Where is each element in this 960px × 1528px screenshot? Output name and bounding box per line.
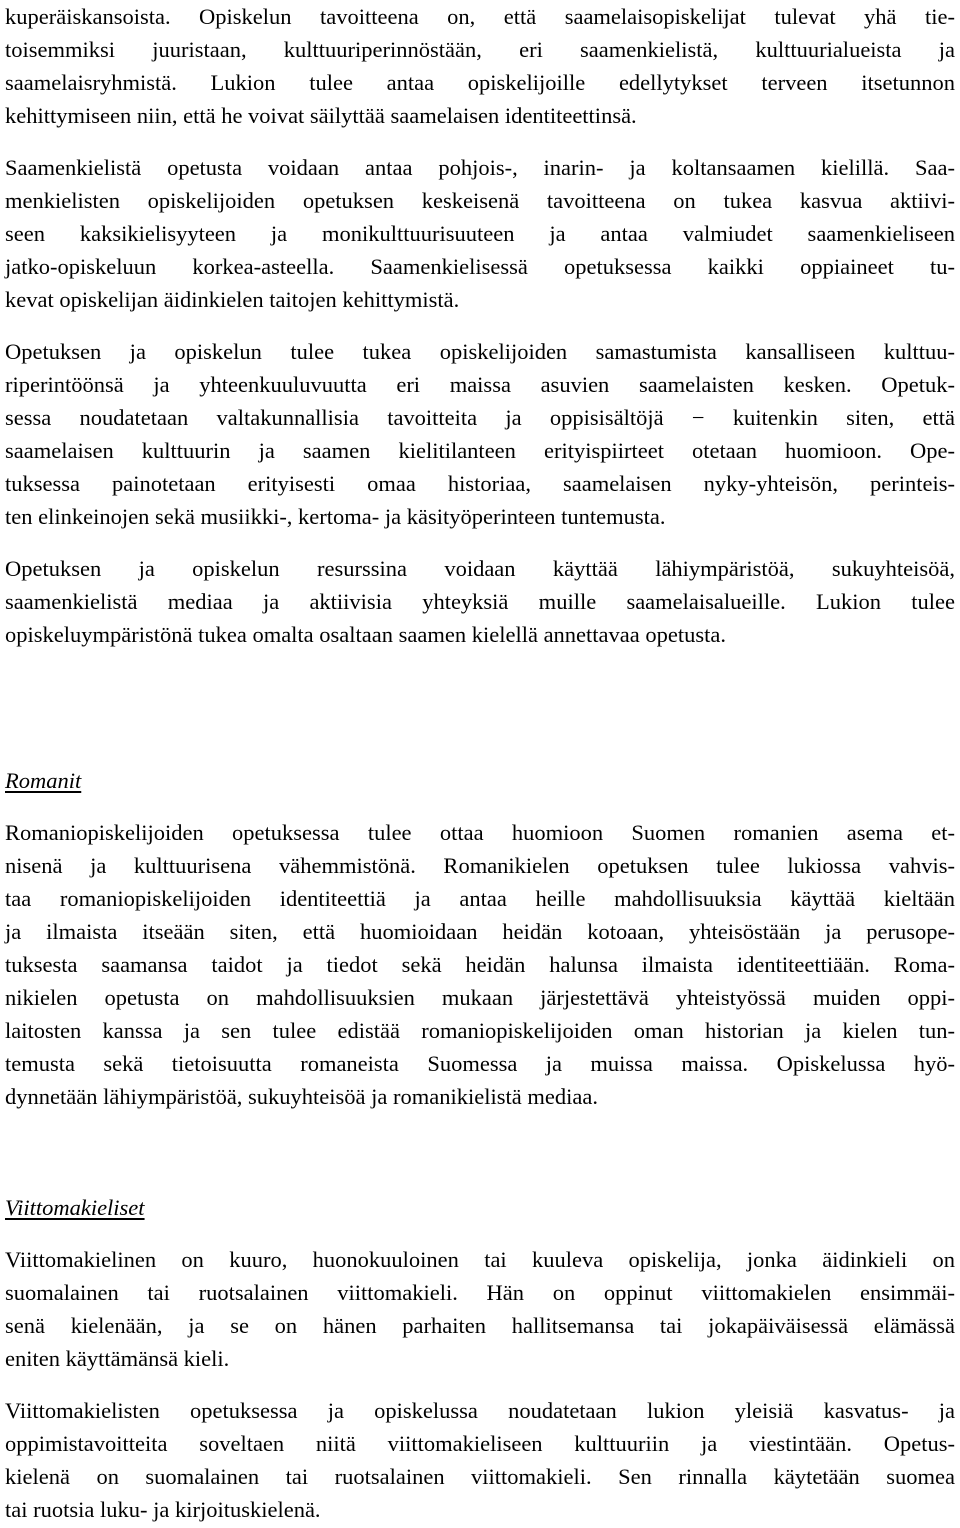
paragraph-7 — [5, 1394, 955, 1526]
text-line: menkielisten opiskelijoiden opetuksen keskeisenä tavoitteena on tukea kasvua aktiivi- — [5, 188, 955, 213]
paragraph-6 — [5, 1243, 955, 1375]
text-line: jatko-opiskeluun korkea-asteella. Saamenkielisessä opetuksessa kaikki oppiaineet tu- — [5, 254, 955, 279]
text-line: kevat opiskelijan äidinkielen taitojen kehittymistä. — [5, 287, 460, 312]
text-line: temusta sekä tietoisuutta romaneista Suomessa ja muissa maissa. Opiskelussa hyö- — [5, 1051, 955, 1076]
text-line: toisemmiksi juuristaan, kulttuuriperinnöstään, eri saamenkielistä, kulttuurialueista ja — [5, 37, 955, 62]
text-line: Viittomakielisten opetuksessa ja opiskelussa noudatetaan lukion yleisiä kasvatus- ja — [5, 1398, 955, 1423]
text-line: ten elinkeinojen sekä musiikki-, kertoma- ja käsityöperinteen tuntemusta. — [5, 504, 666, 529]
paragraph-2 — [5, 151, 955, 316]
text-line: ja ilmaista itseään siten, että huomioidaan heidän kotoaan, yhteisöstään ja perusope- — [5, 919, 955, 944]
text-line: Romaniopiskelijoiden opetuksessa tulee ottaa huomioon Suomen romanien asema et- — [5, 820, 955, 845]
section-heading-romanit: Romanit — [5, 768, 82, 793]
text-line: oppimistavoitteita soveltaen niitä viittomakieliseen kulttuuriin ja viestintään. Opetus- — [5, 1431, 955, 1456]
document-page — [5, 0, 955, 1526]
text-line: saamelaisen kulttuurin ja saamen kielitilanteen erityispiirteet otetaan huomioon. Ope- — [5, 438, 955, 463]
text-line: dynnetään lähiympäristöä, sukuyhteisöä ja romanikielistä mediaa. — [5, 1084, 598, 1109]
paragraph-4 — [5, 552, 955, 651]
text-line: eniten käyttämänsä kieli. — [5, 1346, 230, 1371]
text-line: seen kaksikielisyyteen ja monikulttuurisuuteen ja antaa valmiudet saamenkieliseen — [5, 221, 955, 246]
text-line: riperintöönsä ja yhteenkuuluvuutta eri maissa asuvien saamelaisten kesken. Opetuk- — [5, 372, 955, 397]
text-line: senä kielenään, ja se on hänen parhaiten hallitsemansa tai jokapäiväisessä elämässä — [5, 1313, 955, 1338]
text-line: kuperäiskansoista. Opiskelun tavoitteena on, että saamelaisopiskelijat tulevat yhä tie- — [5, 4, 955, 29]
text-line: saamelaisryhmistä. Lukion tulee antaa opiskelijoille edellytykset terveen itsetunnon — [5, 70, 955, 95]
text-line: nisenä ja kulttuurisena vähemmistönä. Romanikielen opetuksen tulee lukiossa vahvis- — [5, 853, 955, 878]
text-line: opiskeluympäristönä tukea omalta osaltaan saamen kielellä annettavaa opetusta. — [5, 622, 726, 647]
text-line: laitosten kanssa ja sen tulee edistää romaniopiskelijoiden oman historian ja kielen tun- — [5, 1018, 955, 1043]
text-line: saamenkielistä mediaa ja aktiivisia yhteyksiä muille saamelaisalueille. Lukion tulee — [5, 589, 955, 614]
section-heading-viittomakieliset: Viittomakieliset — [5, 1195, 145, 1220]
text-line: kielenä on suomalainen tai ruotsalainen viittomakieli. Sen rinnalla käytetään suomea — [5, 1464, 955, 1489]
text-line: tai ruotsia luku- ja kirjoituskielenä. — [5, 1497, 321, 1522]
text-line: tuksessa painotetaan erityisesti omaa historiaa, saamelaisen nyky-yhteisön, perinteis- — [5, 471, 955, 496]
paragraph-5 — [5, 816, 955, 1113]
text-line: kehittymiseen niin, että he voivat säilyttää saamelaisen identiteettinsä. — [5, 103, 637, 128]
text-line: tuksesta saamansa taidot ja tiedot sekä heidän halunsa ilmaista identiteettiään. Roma- — [5, 952, 955, 977]
text-line: Opetuksen ja opiskelun resurssina voidaan käyttää lähiympäristöä, sukuyhteisöä, — [5, 556, 955, 581]
text-line: suomalainen tai ruotsalainen viittomakieli. Hän on oppinut viittomakielen ensimmäi- — [5, 1280, 955, 1305]
text-line: taa romaniopiskelijoiden identiteettiä ja antaa heille mahdollisuuksia käyttää kieltään — [5, 886, 955, 911]
text-line: nikielen opetusta on mahdollisuuksien mukaan järjestettävä yhteistyössä muiden oppi- — [5, 985, 955, 1010]
paragraph-3 — [5, 335, 955, 533]
paragraph-1 — [5, 0, 955, 132]
text-line: Saamenkielistä opetusta voidaan antaa pohjois-, inarin- ja koltansaamen kielillä. Saa- — [5, 155, 955, 180]
text-line: Opetuksen ja opiskelun tulee tukea opiskelijoiden samastumista kansalliseen kulttuu- — [5, 339, 955, 364]
text-line: Viittomakielinen on kuuro, huonokuuloinen tai kuuleva opiskelija, jonka äidinkieli on — [5, 1247, 955, 1272]
text-line: sessa noudatetaan valtakunnallisia tavoitteita ja oppisisältöjä − kuitenkin siten, että — [5, 405, 955, 430]
